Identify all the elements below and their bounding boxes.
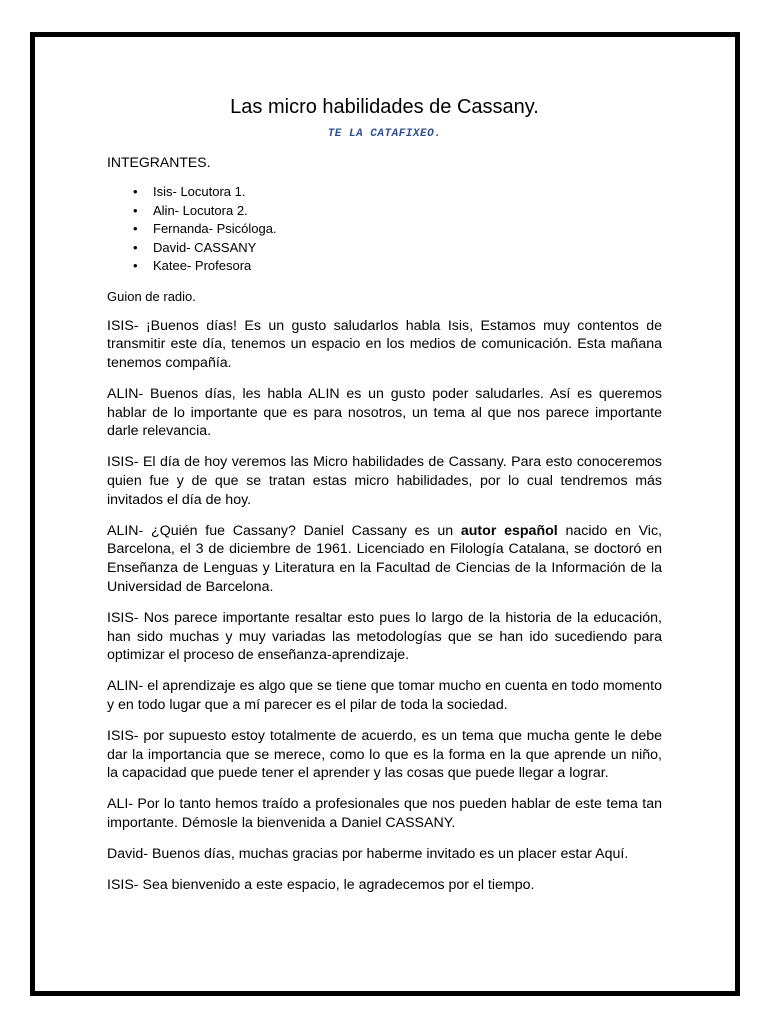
dialogue-paragraph: ISIS- El día de hoy veremos las Micro habilidades de Cassany. Para esto conoceremos quien fue y de que se tratan estas micro habilidades, por lo cual tendremos más invitados el día de hoy. [107, 454, 662, 508]
list-item [133, 202, 662, 221]
script-label: Guion de radio. [107, 288, 196, 304]
paragraph-text: ALIN- ¿Quién fue Cassany? Daniel Cassany es un [107, 522, 461, 539]
member-text: Isis- Locutora 1. [153, 184, 246, 199]
list-item [133, 239, 662, 258]
list-item [133, 220, 662, 239]
dialogue-paragraph: ALIN- el aprendizaje es algo que se tiene que tomar mucho en cuenta en todo momento y en todo lugar que a mí parecer es el pilar de toda la sociedad. [107, 678, 662, 714]
dialogue-paragraph: ISIS- Nos parece importante resaltar esto pues lo largo de la historia de la educación, han sido muchas y muy variadas las metodologías que se han ido sucediendo para optimizar el proceso de enseñanza-aprendizaje. [107, 609, 662, 664]
bullet-icon: • [133, 258, 138, 273]
bullet-icon: • [133, 221, 138, 236]
dialogue-paragraph: ALI- Por lo tanto hemos traído a profesionales que nos pueden hablar de este tema tan importante. Démosle la bienvenida a Daniel CASSANY. [107, 796, 662, 832]
list-item [133, 257, 662, 276]
document-page [30, 32, 740, 996]
members-label: INTEGRANTES. [107, 154, 211, 170]
members-list [107, 183, 662, 276]
document-content [107, 95, 662, 894]
dialogue-paragraph: David- Buenos días, muchas gracias por haberme invitado es un placer estar Aquí. [107, 845, 629, 862]
bullet-icon: • [133, 239, 138, 255]
dialogue-paragraph: ALIN- Buenos días, les habla ALIN es un gusto poder saludarles. Así es queremos hablar de lo importante que es para nosotros, un tema al que nos parece importante darle relevancia. [107, 385, 662, 440]
bullet-icon: • [133, 202, 138, 218]
member-text: David- CASSANY [153, 239, 257, 255]
bold-text: autor español [460, 522, 558, 539]
bullet-icon: • [133, 184, 138, 199]
list-item [133, 183, 662, 202]
member-text: Fernanda- Psicóloga. [153, 221, 277, 236]
member-text: Katee- Profesora [153, 258, 252, 273]
dialogue-paragraph: ISIS- Sea bienvenido a este espacio, le agradecemos por el tiempo. [107, 876, 535, 893]
document-subtitle: TE LA CATAFIXEO. [327, 128, 442, 140]
paragraph-text: nacido en Vic, Barcelona, el 3 de diciembre de 1961. Licenciado en Filología Catalana, se doctoró en Enseñanza de Lenguas y Literatura en la Facultad de Ciencias de la Información de la Universidad de Barcelona. [107, 522, 662, 596]
member-text: Alin- Locutora 2. [153, 202, 248, 218]
dialogue-paragraph: ISIS- ¡Buenos días! Es un gusto saludarlos habla Isis, Estamos muy contentos de transmitir este día, tenemos un espacio en los medios de comunicación. Esta mañana tenemos compañía. [107, 317, 662, 372]
document-title: Las micro habilidades de Cassany. [230, 96, 539, 118]
dialogue-paragraph: ISIS- por supuesto estoy totalmente de acuerdo, es un tema que mucha gente le debe dar la importancia que se merece, como lo que es la forma en la que aprende un niño, la capacidad que puede tener el aprender y las cosas que puede llegar a lograr. [107, 727, 662, 782]
dialogue-paragraph [107, 522, 662, 597]
